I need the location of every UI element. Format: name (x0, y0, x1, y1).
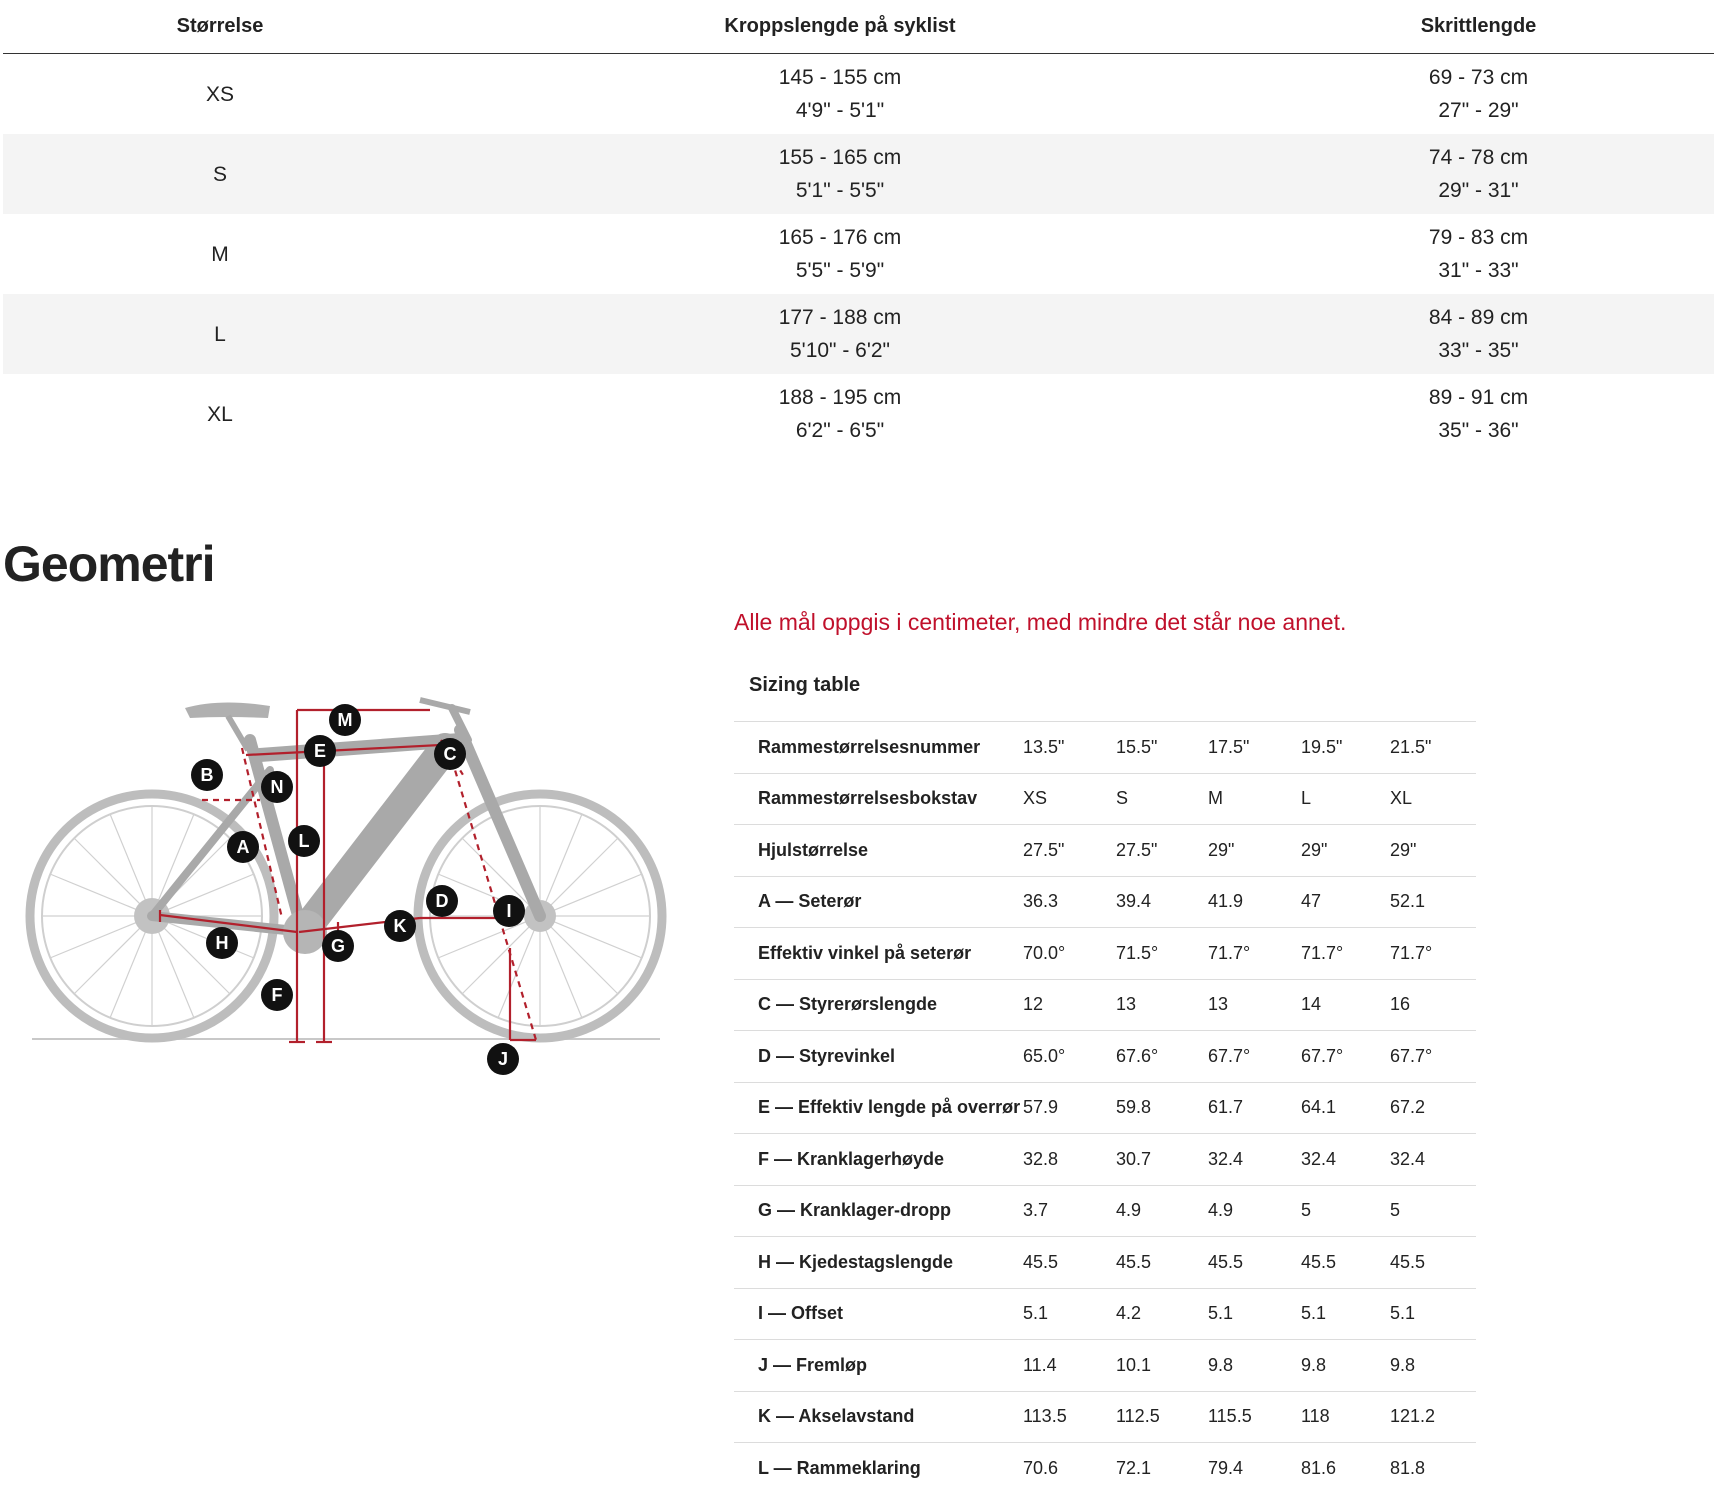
badge-C (434, 738, 466, 770)
height-cell (437, 294, 1243, 374)
geometry-row (734, 1237, 1476, 1289)
geometry-value: 13 (1208, 979, 1301, 1031)
geometry-value: 5 (1301, 1185, 1390, 1237)
svg-text:D: D (436, 891, 449, 911)
geometry-value: 67.6° (1116, 1031, 1208, 1083)
svg-text:G: G (331, 936, 345, 956)
geometry-value: XS (1023, 773, 1116, 825)
geometry-value: 71.5° (1116, 928, 1208, 980)
svg-text:I: I (506, 901, 511, 921)
geometry-value: S (1116, 773, 1208, 825)
geometry-label: Rammestørrelsesbokstav (734, 773, 1023, 825)
geometry-label: E — Effektiv lengde på overrør (734, 1082, 1023, 1134)
geometry-label: H — Kjedestagslengde (734, 1237, 1023, 1289)
inseam-cell (1243, 294, 1714, 374)
seatpost (228, 716, 248, 750)
geometry-value: 29" (1208, 825, 1301, 877)
badge-F (261, 979, 293, 1011)
geometry-value: 15.5" (1116, 722, 1208, 774)
geometry-label: G — Kranklager-dropp (734, 1185, 1023, 1237)
inseam-cell (1243, 54, 1714, 135)
geometry-value: 5 (1390, 1185, 1476, 1237)
inseam-cm: 79 - 83 cm (1243, 221, 1714, 254)
inseam-in: 27" - 29" (1243, 94, 1714, 127)
geometry-table (734, 721, 1476, 1494)
geometry-value: 32.8 (1023, 1134, 1116, 1186)
geometry-value: 29" (1390, 825, 1476, 877)
header-rider-height: Kroppslengde på syklist (437, 0, 1243, 54)
inseam-in: 33" - 35" (1243, 334, 1714, 367)
geometry-value: 45.5 (1116, 1237, 1208, 1289)
geometry-value: 39.4 (1116, 876, 1208, 928)
geometry-value: 9.8 (1208, 1340, 1301, 1392)
geometry-label: F — Kranklagerhøyde (734, 1134, 1023, 1186)
svg-text:F: F (272, 985, 283, 1005)
size-cell: XL (3, 374, 437, 454)
height-cm: 155 - 165 cm (437, 141, 1243, 174)
geometry-row (734, 928, 1476, 980)
size-cell: S (3, 134, 437, 214)
svg-text:H: H (216, 933, 229, 953)
svg-text:J: J (498, 1049, 508, 1069)
geometry-value: 67.7° (1390, 1031, 1476, 1083)
geometry-label: J — Fremløp (734, 1340, 1023, 1392)
height-cm: 188 - 195 cm (437, 381, 1243, 414)
geometry-row (734, 1443, 1476, 1494)
badge-D (426, 885, 458, 917)
geometry-value: 5.1 (1301, 1288, 1390, 1340)
inseam-in: 31" - 33" (1243, 254, 1714, 287)
geometry-value: 10.1 (1116, 1340, 1208, 1392)
geometry-row (734, 1391, 1476, 1443)
geometry-label: Hjulstørrelse (734, 825, 1023, 877)
geometry-row (734, 1185, 1476, 1237)
geometry-value: 67.7° (1301, 1031, 1390, 1083)
geometry-value: 115.5 (1208, 1391, 1301, 1443)
badge-J (487, 1043, 519, 1075)
geometry-row (734, 1082, 1476, 1134)
badge-L (288, 825, 320, 857)
geometry-value: 64.1 (1301, 1082, 1390, 1134)
geometry-row (734, 876, 1476, 928)
geometry-value: 30.7 (1116, 1134, 1208, 1186)
size-cell: L (3, 294, 437, 374)
geometry-value: 32.4 (1390, 1134, 1476, 1186)
badge-H (206, 927, 238, 959)
size-row (3, 294, 1714, 374)
inseam-cell (1243, 214, 1714, 294)
geometry-value: 65.0° (1023, 1031, 1116, 1083)
header-size: Størrelse (3, 0, 437, 54)
geometry-value: 17.5" (1208, 722, 1301, 774)
geometry-value: 4.2 (1116, 1288, 1208, 1340)
geometry-table-body (734, 722, 1476, 1494)
badge-I (493, 895, 525, 927)
geometry-value: 47 (1301, 876, 1390, 928)
header-inseam: Skrittlengde (1243, 0, 1714, 54)
geometry-value: 32.4 (1301, 1134, 1390, 1186)
geometry-value: 72.1 (1116, 1443, 1208, 1494)
geometry-label: D — Styrevinkel (734, 1031, 1023, 1083)
geometry-value: 70.0° (1023, 928, 1116, 980)
geometry-value: 13 (1116, 979, 1208, 1031)
geometry-heading: Geometri (3, 535, 215, 593)
bike-illustration (20, 660, 680, 1090)
inseam-cell (1243, 374, 1714, 454)
geometry-value: 16 (1390, 979, 1476, 1031)
inseam-cm: 69 - 73 cm (1243, 61, 1714, 94)
svg-text:C: C (444, 744, 457, 764)
geometry-row (734, 979, 1476, 1031)
geometry-value: 36.3 (1023, 876, 1116, 928)
sizing-table-caption: Sizing table (749, 674, 860, 697)
geometry-value: 32.4 (1208, 1134, 1301, 1186)
geometry-value: 12 (1023, 979, 1116, 1031)
geometry-value: 71.7° (1301, 928, 1390, 980)
height-cell (437, 134, 1243, 214)
geometry-label: K — Akselavstand (734, 1391, 1023, 1443)
svg-text:M: M (338, 710, 353, 730)
geometry-row (734, 1134, 1476, 1186)
geometry-label: A — Seterør (734, 876, 1023, 928)
geometry-value: 27.5" (1116, 825, 1208, 877)
geometry-value: 45.5 (1390, 1237, 1476, 1289)
geometry-value: 14 (1301, 979, 1390, 1031)
geometry-value: 19.5" (1301, 722, 1390, 774)
geometry-row (734, 722, 1476, 774)
geometry-value: 11.4 (1023, 1340, 1116, 1392)
units-note: Alle mål oppgis i centimeter, med mindre det står noe annet. (734, 609, 1346, 636)
geometry-value: 45.5 (1208, 1237, 1301, 1289)
height-ft: 4'9" - 5'1" (437, 94, 1243, 127)
height-cell (437, 214, 1243, 294)
geometry-value: 29" (1301, 825, 1390, 877)
geometry-value: 71.7° (1208, 928, 1301, 980)
height-cm: 145 - 155 cm (437, 61, 1243, 94)
badge-B (191, 759, 223, 791)
geometry-value: 71.7° (1390, 928, 1476, 980)
geometry-value: 118 (1301, 1391, 1390, 1443)
geometry-value: 41.9 (1208, 876, 1301, 928)
geometry-value: 52.1 (1390, 876, 1476, 928)
geometry-row (734, 1031, 1476, 1083)
height-cm: 177 - 188 cm (437, 301, 1243, 334)
geometry-value: 81.8 (1390, 1443, 1476, 1494)
height-ft: 5'10" - 6'2" (437, 334, 1243, 367)
bike-frame (152, 708, 540, 932)
height-ft: 5'1" - 5'5" (437, 174, 1243, 207)
geometry-value: 9.8 (1301, 1340, 1390, 1392)
size-cell: XS (3, 54, 437, 135)
geometry-row (734, 1288, 1476, 1340)
geometry-value: 13.5" (1023, 722, 1116, 774)
height-cell (437, 374, 1243, 454)
geometry-value: L (1301, 773, 1390, 825)
bike-geometry-diagram (20, 660, 680, 1090)
geometry-value: 67.7° (1208, 1031, 1301, 1083)
geometry-value: 81.6 (1301, 1443, 1390, 1494)
geometry-value: 27.5" (1023, 825, 1116, 877)
geometry-value: 45.5 (1301, 1237, 1390, 1289)
geometry-value: 3.7 (1023, 1185, 1116, 1237)
geometry-value: 59.8 (1116, 1082, 1208, 1134)
badge-M (329, 704, 361, 736)
svg-text:N: N (271, 777, 284, 797)
geometry-label: C — Styrerørslengde (734, 979, 1023, 1031)
geometry-row (734, 825, 1476, 877)
badge-N (261, 771, 293, 803)
geometry-label: I — Offset (734, 1288, 1023, 1340)
svg-text:L: L (299, 831, 310, 851)
geometry-value: 9.8 (1390, 1340, 1476, 1392)
size-table-header (3, 0, 1714, 54)
saddle (185, 702, 270, 718)
geometry-value: 112.5 (1116, 1391, 1208, 1443)
size-row (3, 54, 1714, 135)
badge-G (322, 930, 354, 962)
geometry-value: 5.1 (1208, 1288, 1301, 1340)
geometry-value: 121.2 (1390, 1391, 1476, 1443)
geometry-value: 61.7 (1208, 1082, 1301, 1134)
geometry-value: XL (1390, 773, 1476, 825)
geometry-label: Effektiv vinkel på seterør (734, 928, 1023, 980)
size-row (3, 214, 1714, 294)
svg-text:B: B (201, 765, 214, 785)
badge-K (384, 910, 416, 942)
svg-text:K: K (394, 916, 407, 936)
geometry-value: 79.4 (1208, 1443, 1301, 1494)
height-ft: 5'5" - 5'9" (437, 254, 1243, 287)
geometry-value: 57.9 (1023, 1082, 1116, 1134)
svg-text:A: A (237, 837, 250, 857)
geometry-value: 5.1 (1390, 1288, 1476, 1340)
geometry-label: Rammestørrelsesnummer (734, 722, 1023, 774)
height-ft: 6'2" - 6'5" (437, 414, 1243, 447)
size-row (3, 374, 1714, 454)
geometry-value: 67.2 (1390, 1082, 1476, 1134)
geometry-value: 5.1 (1023, 1288, 1116, 1340)
badge-E (304, 735, 336, 767)
svg-text:E: E (314, 741, 326, 761)
geometry-value: 70.6 (1023, 1443, 1116, 1494)
geometry-label: L — Rammeklaring (734, 1443, 1023, 1494)
inseam-in: 29" - 31" (1243, 174, 1714, 207)
inseam-cell (1243, 134, 1714, 214)
inseam-cm: 74 - 78 cm (1243, 141, 1714, 174)
height-cell (437, 54, 1243, 135)
inseam-in: 35" - 36" (1243, 414, 1714, 447)
geometry-value: 4.9 (1208, 1185, 1301, 1237)
inseam-cm: 84 - 89 cm (1243, 301, 1714, 334)
size-cell: M (3, 214, 437, 294)
badge-A (227, 831, 259, 863)
geometry-value: 45.5 (1023, 1237, 1116, 1289)
geometry-row (734, 1340, 1476, 1392)
inseam-cm: 89 - 91 cm (1243, 381, 1714, 414)
height-cm: 165 - 176 cm (437, 221, 1243, 254)
geometry-value: M (1208, 773, 1301, 825)
geometry-value: 21.5" (1390, 722, 1476, 774)
size-row (3, 134, 1714, 214)
rider-size-table (3, 0, 1714, 454)
geometry-row (734, 773, 1476, 825)
geometry-value: 113.5 (1023, 1391, 1116, 1443)
geometry-value: 4.9 (1116, 1185, 1208, 1237)
